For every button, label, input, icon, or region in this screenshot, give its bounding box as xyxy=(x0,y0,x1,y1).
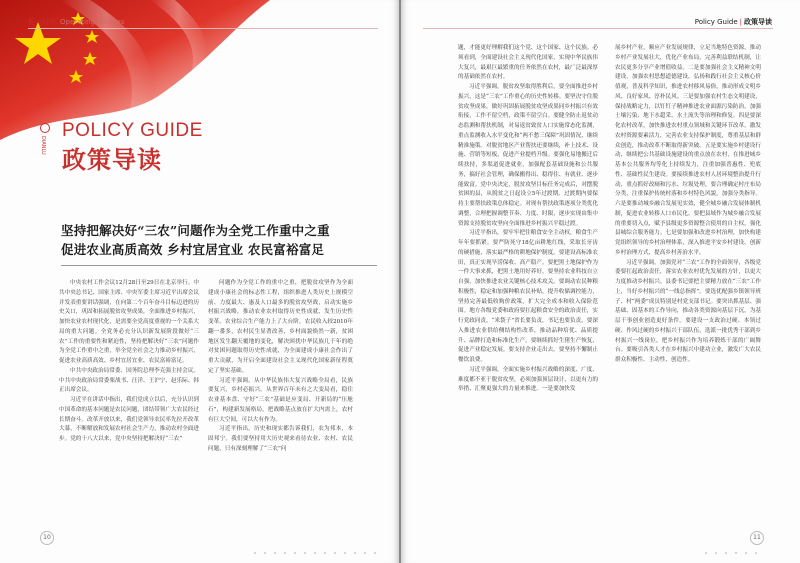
article-column-1 xyxy=(59,279,199,445)
section-title-cn: 政策导读 xyxy=(62,146,162,174)
paragraph: 习近平强调，加强党对“三农”工作的全面领导，各级党委要扛起政治责任，落实农业农村优先发展的方针，以更大力度推动乡村振兴。县委书记要把主要精力放在“三农”工作上，当好乡村振兴的“一线总指挥”。要选优配强乡镇领导班子、村“两委”成员特别是村党支部书记。要突出抓基层、强基础、固基本的工作导向，推动各类资源向基层下沉，为基层干事创业创造更好条件。要建设一支政治过硬、本领过硬、作风过硬的乡村振兴干部队伍，选派一批优秀干部到乡村振兴一线岗位，把乡村振兴作为培养锻炼干部的广阔舞台。要吸引各类人才在乡村振兴中建功立业，激发广大农民群众积极性、主动性、创造性。 xyxy=(615,259,761,363)
headline-line-1: 坚持把解决好“三农”问题作为全党工作重中之重 xyxy=(61,223,330,238)
page-number-text: 10 xyxy=(43,534,51,541)
page-number-circle-icon xyxy=(40,531,54,545)
decorative-dots xyxy=(701,548,781,558)
article-column-3 xyxy=(458,44,598,395)
header-section-en: Policy Guide xyxy=(694,18,738,26)
header-rule xyxy=(423,28,773,29)
running-header-right xyxy=(695,17,772,27)
paragraph: 习近平强调，全面实施乡村振兴战略的深度、广度、难度都不亚于脱贫攻坚，必须加强顶层设计，以更有力的举措、汇聚更强大的力量来推进。一是要加快发 xyxy=(458,366,598,393)
header-section: 振兴村庄 xyxy=(28,18,56,26)
paragraph: 习近平指出，历史和现实都告诉我们，农为邦本，本固邦宁。我们要坚持用大历史观来看待农业、农村、农民问题，只有深刻理解了“三农”问 xyxy=(208,426,353,452)
right-page xyxy=(401,0,800,563)
paragraph: 习近平强调，脱贫攻坚取得胜利后，要全面推进乡村振兴，这是“三农”工作重心的历史性转移。要坚决守住脱贫攻坚成果，做好巩固拓展脱贫攻坚成果同乡村振兴有效衔接，工作不留空档，政策不留空白。要健全防止返贫动态监测和帮扶机制，对易返贫致贫人口实施常态化监测，重点监测收入水平变化和“两不愁三保障”巩固情况，继续精准施策。对脱贫地区产业帮扶还要继续，补上技术、设施、营销等短板，促进产业提档升级。要强化易地搬迁后续扶持，多渠道促进就业，加强配套基础设施和公共服务，搞好社会管理，确保搬得出、稳得住、有就业、逐步能致富。党中央决定，脱贫攻坚目标任务完成后，对摆脱贫困的县，从脱贫之日起设立5年过渡期。过渡期内要保持主要帮扶政策总体稳定。对现有帮扶政策逐项分类优化调整，合理把握调整节奏、力度、时限，逐步实现由集中资源支持脱贫攻坚向全面推进乡村振兴平稳过渡。 xyxy=(458,84,598,227)
paragraph: 问题作为全党工作的重中之重，把脱贫攻坚作为全面建成小康社会的标志性工程，组织推进人类历史上规模空前、力度最大、惠及人口最多的脱贫攻坚战，启动实施乡村振兴战略，推动农业农村取得历史性成就、发生历史性变革。农业综合生产能力上了大台阶，农民收入较2010年翻一番多，农村民生显著改善，乡村面貌焕然一新，贫困地区发生翻天覆地的变化，解决困扰中华民族几千年的绝对贫困问题取得历史性成就，为全面建成小康社会作出了重大贡献，为开启全面建设社会主义现代化国家新征程奠定了坚实基础。 xyxy=(208,280,353,374)
header-subtitle: Operating Villages xyxy=(60,18,125,26)
page-number-right xyxy=(750,531,764,545)
article-column-2 xyxy=(208,279,353,455)
running-header xyxy=(28,17,124,27)
side-tag xyxy=(40,123,50,163)
headline-rule xyxy=(61,265,377,266)
article-column-4 xyxy=(615,44,761,366)
decorative-dots xyxy=(250,548,390,558)
paragraph: 中央农村工作会议12月28日至29日在北京举行。中共中央总书记、国家主席、中央军委主席习近平出席会议并发表重要讲话强调，在向第二个百年奋斗目标迈进的历史关口，巩固和拓展脱贫攻坚成果，全面推进乡村振兴，加快农业农村现代化，是需要全党高度重视的一个关系大局的重大问题。全党务必充分认识新发展阶段做好“三农”工作的重要性和紧迫性，坚持把解决好“三农”问题作为全党工作重中之重，举全党全社会之力推动乡村振兴，促进农业高质高效、乡村宜居宜业、农民富裕富足。 xyxy=(59,280,199,364)
paragraph: 习近平强调，从中华民族伟大复兴战略全局看，民族要复兴，乡村必振兴。从世界百年未有之大变局看，稳住农业基本盘、守好“三农”基础是应变局、开新局的“压舱石”，构建新发展格局，把战略基点放在扩大内需上，农村有巨大空间，可以大有作为。 xyxy=(208,377,353,423)
circle-icon xyxy=(40,123,50,133)
paragraph: 中共中央政治局常委、国务院总理李克强主持会议。中共中央政治局常委栗战书、汪洋、王沪宁、赵乐际、韩正出席会议。 xyxy=(59,367,199,394)
page-number-left xyxy=(40,531,54,545)
paragraph: 习近平在讲话中指出，我们党成立以后，充分认识到中国革命的基本问题是农民问题，团结带领广大农民经过长期奋斗。改革开放以来，我们党领导农民率先拉开改革大幕，不断解放和发展农村社会生产力，推动农村全面进步。党的十八大以来，党中央坚持把解决好“三农” xyxy=(59,397,199,442)
headline-line-2: 促进农业高质高效 乡村宜居宜业 农民富裕富足 xyxy=(61,242,325,257)
header-title-cn: 政策导读 xyxy=(744,18,772,26)
page-number-circle-icon xyxy=(750,531,764,545)
header-rule xyxy=(28,28,378,29)
left-page xyxy=(0,0,399,563)
side-tag-text: DIANLU xyxy=(40,136,46,155)
paragraph: 题，才能更好理解我们这个党、这个国家、这个民族。必须看到，全面建设社会主义现代化国家，实现中华民族伟大复兴，最艰巨最繁重的任务依然在农村，最广泛最深厚的基础依然在农村。 xyxy=(458,45,598,81)
header-separator: | xyxy=(739,18,742,26)
page-number-text: 11 xyxy=(753,534,761,541)
paragraph: 习近平指出，要牢牢把住粮食安全主动权，粮食生产年年要抓紧。要严防死守18亿亩耕地红线，采取长牙齿的硬措施，落实最严格的耕地保护制度。要建设高标准农田，真正实现旱涝保收、高产稳产。要把黑土地保护作为一件大事来抓，把黑土地用好养好。要坚持农业科技自立自强，加快推进农业关键核心技术攻关。要调动农民种粮积极性，稳定和加强种粮农民补贴，提升收储调控能力，坚持完善最低收购价政策，扩大完全成本和收入保险范围。地方各级党委和政府要扛起粮食安全的政治责任，实行党政同责，“米袋子”省长要负责，书记也要负责。要深入推进农业供给侧结构性改革，推动品种培优、品质提升、品牌打造和标准化生产。要继续抓好生猪生产恢复，促进产业稳定发展。要支持企业走出去。要坚持不懈制止餐饮浪费。 xyxy=(458,230,598,363)
paragraph: 展乡村产业，顺应产业发展规律，立足当地特色资源，推动乡村产业发展壮大，优化产业布局，完善利益联结机制，让农民更多分享产业增值收益。二是要加强社会主义精神文明建设，加强农村思想道德建设，弘扬和践行社会主义核心价值观，普及科学知识，推进农村移风易俗，推动形成文明乡风、良好家风、淳朴民风。三是要加强农村生态文明建设，保持战略定力，以钉钉子精神推进农业面源污染防治，加强土壤污染、地下水超采、水土流失等治理和修复。四是要深化农村改革，加快推进农村重点领域和关键环节改革，激发农村资源要素活力，完善农业支持保护制度，尊重基层和群众创造，推动改革不断取得新突破。五是要实施乡村建设行动，继续把公共基础设施建设的重点放在农村，在推进城乡基本公共服务均等化上持续发力，注重加强普惠性、兜底性、基础性民生建设。要接续推进农村人居环境整治提升行动，重点抓好改厕和污水、垃圾处理。要合理确定村庄布局分类，注重保护传统村落和乡村特色风貌，加强分类指导。六是要推动城乡融合发展见实效，健全城乡融合发展体制机制，促进农业转移人口市民化。要把县域作为城乡融合发展的重要切入点，赋予县级更多资源整合使用的自主权，强化县城综合服务能力。七是要加强和改进乡村治理，加快构建党组织领导的乡村治理体系，深入推进平安乡村建设，创新乡村治理方式，提高乡村善治水平。 xyxy=(615,45,761,256)
section-title-en: POLICY GUIDE xyxy=(62,120,203,141)
